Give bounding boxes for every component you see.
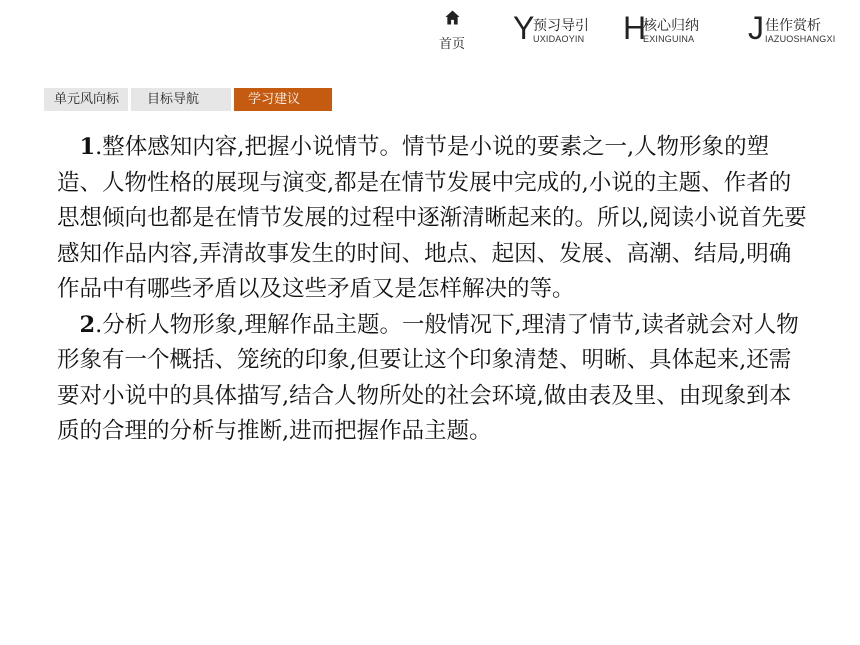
nav-pinyin: UXIDAOYIN xyxy=(533,34,585,44)
suggestion-paragraph xyxy=(57,308,807,450)
nav-core-summary[interactable] xyxy=(623,12,715,48)
nav-pinyin: EXINGUINA xyxy=(643,34,695,44)
nav-pinyin: IAZUOSHANGXI xyxy=(765,34,836,44)
top-navigation xyxy=(0,0,860,60)
paragraph-text: .整体感知内容,把握小说情节。情节是小说的要素之一,人物形象的塑造、人物性格的展现与演变,都是在情节发展中完成的,小说的主题、作者的思想倾向也都是在情节发展的过程中逐渐清晰起来的。所以,阅读小说首先要感知作品内容,弄清故事发生的时间、地点、起因、发展、高潮、结局,明确作品中有哪些矛盾以及这些矛盾又是怎样解决的等。 xyxy=(57,134,807,302)
home-icon xyxy=(445,10,460,25)
nav-label: 核心归纳 xyxy=(643,18,699,34)
nav-letter: J xyxy=(748,10,764,46)
nav-label: 预习导引 xyxy=(533,18,589,34)
nav-masterpiece-appreciation[interactable] xyxy=(748,12,860,48)
nav-letter: H xyxy=(623,10,647,46)
home-label: 首页 xyxy=(438,37,465,52)
paragraph-number: 2 xyxy=(79,311,96,338)
study-suggestions-content xyxy=(57,130,807,450)
suggestion-paragraph xyxy=(57,130,807,308)
tab-study-suggestions[interactable]: 学习建议 xyxy=(234,88,332,111)
nav-letter: Y xyxy=(513,10,535,46)
home-button[interactable] xyxy=(430,8,474,52)
tab-learning-goals[interactable]: 目标导航 xyxy=(131,88,231,111)
paragraph-text: .分析人物形象,理解作品主题。一般情况下,理清了情节,读者就会对人物形象有一个概括、笼统的印象,但要让这个印象清楚、明晰、具体起来,还需要对小说中的具体描写,结合人物所处的社会环境,做由表及里、由现象到本质的合理的分析与推断,进而把握作品主题。 xyxy=(57,311,799,444)
nav-label: 佳作赏析 xyxy=(765,18,821,34)
tab-unit-guide[interactable]: 单元风向标 xyxy=(44,88,128,111)
paragraph-number: 1 xyxy=(79,134,96,160)
section-tabs xyxy=(44,88,335,111)
nav-preview-guide[interactable] xyxy=(513,12,605,48)
